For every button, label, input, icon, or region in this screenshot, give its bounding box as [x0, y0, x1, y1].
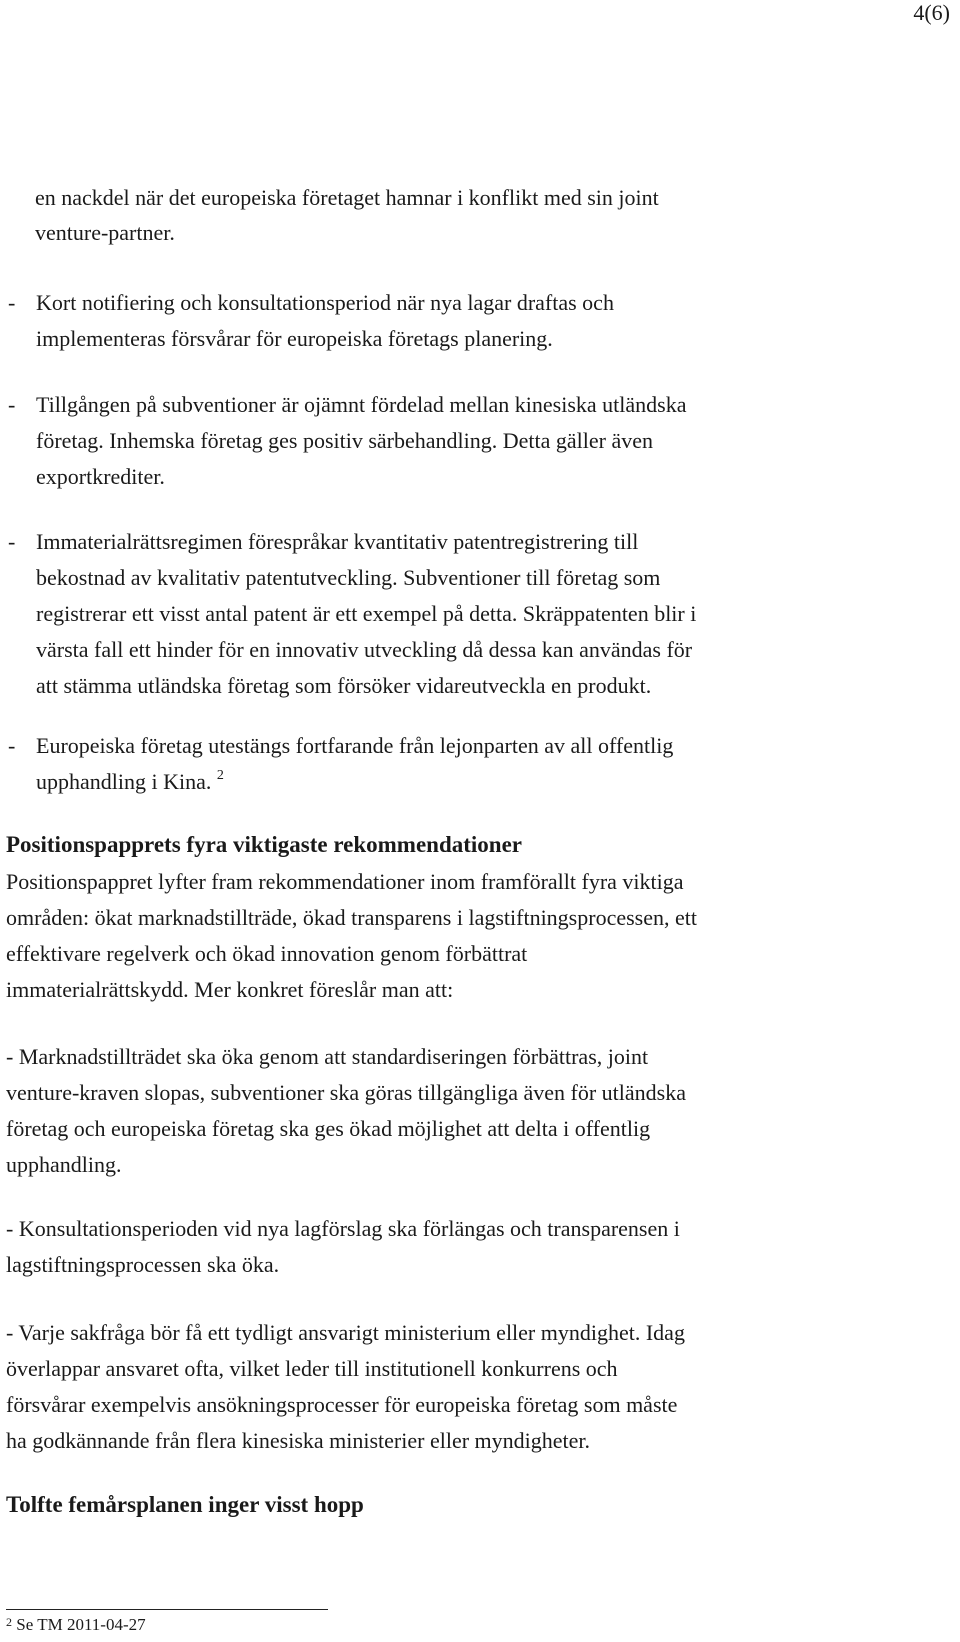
footnote-ref[interactable]: 2	[216, 768, 224, 783]
bullet-item-4	[8, 728, 808, 800]
bullet-item-3	[8, 524, 808, 704]
para-line: försvårar exempelvis ansökningsprocesser för europeiska företag som måste	[6, 1392, 678, 1417]
para-line: företag och europeiska företag ska ges ökad möjlighet att delta i offentlig	[6, 1116, 651, 1141]
bullet-line: Europeiska företag utestängs fortfarande från lejonparten av all offentlig	[36, 733, 674, 758]
bullet-line: värsta fall ett hinder för en innovativ utveckling då dessa kan användas för	[36, 637, 693, 662]
para-line: överlappar ansvaret ofta, vilket leder till institutionell konkurrens och	[6, 1356, 618, 1381]
para-line: immaterialrättskydd. Mer konkret föreslår man att:	[6, 977, 454, 1002]
recommendation-1	[6, 1039, 826, 1183]
bullet-line: registrerar ett visst antal patent är ett exempel på detta. Skräppatenten blir i	[36, 601, 697, 626]
bullet-item-1	[8, 285, 808, 357]
para-line: - Varje sakfråga bör få ett tydligt ansvarigt ministerium eller myndighet. Idag	[6, 1320, 685, 1345]
bullet-dash: -	[8, 529, 16, 554]
bullet-dash: -	[8, 290, 16, 315]
footnote-text: Se TM 2011-04-27	[16, 1615, 146, 1634]
recommendations-intro	[6, 864, 826, 1008]
footnote	[6, 1614, 146, 1636]
para-line: områden: ökat marknadstillträde, ökad transparens i lagstiftningsprocessen, ett	[6, 905, 697, 930]
continuation-line-2: venture-partner.	[35, 220, 175, 245]
para-line: upphandling.	[6, 1152, 122, 1177]
section-heading-recommendations: Positionspapprets fyra viktigaste rekommendationer	[6, 832, 522, 857]
para-line: lagstiftningsprocessen ska öka.	[6, 1252, 280, 1277]
bullet-line-with-footnote	[36, 764, 808, 800]
footnote-separator	[6, 1609, 328, 1610]
bullet-line: exportkrediter.	[36, 464, 165, 489]
recommendation-3	[6, 1315, 826, 1459]
para-line: - Marknadstillträdet ska öka genom att standardiseringen förbättras, joint	[6, 1044, 649, 1069]
bullet-item-2	[8, 387, 808, 495]
bullet-line: bekostnad av kvalitativ patentutveckling. Subventioner till företag som	[36, 565, 661, 590]
recommendation-2	[6, 1211, 826, 1283]
bullet-line: Kort notifiering och konsultationsperiod när nya lagar draftas och	[36, 290, 614, 315]
page-number: 4(6)	[913, 0, 950, 25]
bullet-line: att stämma utländska företag som försöker vidareutveckla en produkt.	[36, 673, 652, 698]
para-line: venture-kraven slopas, subventioner ska göras tillgängliga även för utländska	[6, 1080, 686, 1105]
bullet-dash: -	[8, 392, 16, 417]
bullet-dash: -	[8, 733, 16, 758]
bullet-line: företag. Inhemska företag ges positiv särbehandling. Detta gäller även	[36, 428, 653, 453]
para-line: effektivare regelverk och ökad innovation genom förbättrat	[6, 941, 528, 966]
para-line: - Konsultationsperioden vid nya lagförslag ska förlängas och transparensen i	[6, 1216, 680, 1241]
section-heading-five-year-plan: Tolfte femårsplanen inger visst hopp	[6, 1492, 364, 1517]
bullet-line: upphandling i Kina.	[36, 769, 212, 794]
bullet-line: Immaterialrättsregimen förespråkar kvantitativ patentregistrering till	[36, 529, 639, 554]
para-line: Positionspappret lyfter fram rekommendationer inom framförallt fyra viktiga	[6, 869, 684, 894]
footnote-marker: 2	[6, 1615, 12, 1629]
para-line: ha godkännande från flera kinesiska ministerier eller myndigheter.	[6, 1428, 591, 1453]
bullet-line: implementeras försvårar för europeiska företags planering.	[36, 326, 553, 351]
bullet-line: Tillgången på subventioner är ojämnt fördelad mellan kinesiska utländska	[36, 392, 687, 417]
continuation-line-1: en nackdel när det europeiska företaget hamnar i konflikt med sin joint	[35, 185, 659, 210]
